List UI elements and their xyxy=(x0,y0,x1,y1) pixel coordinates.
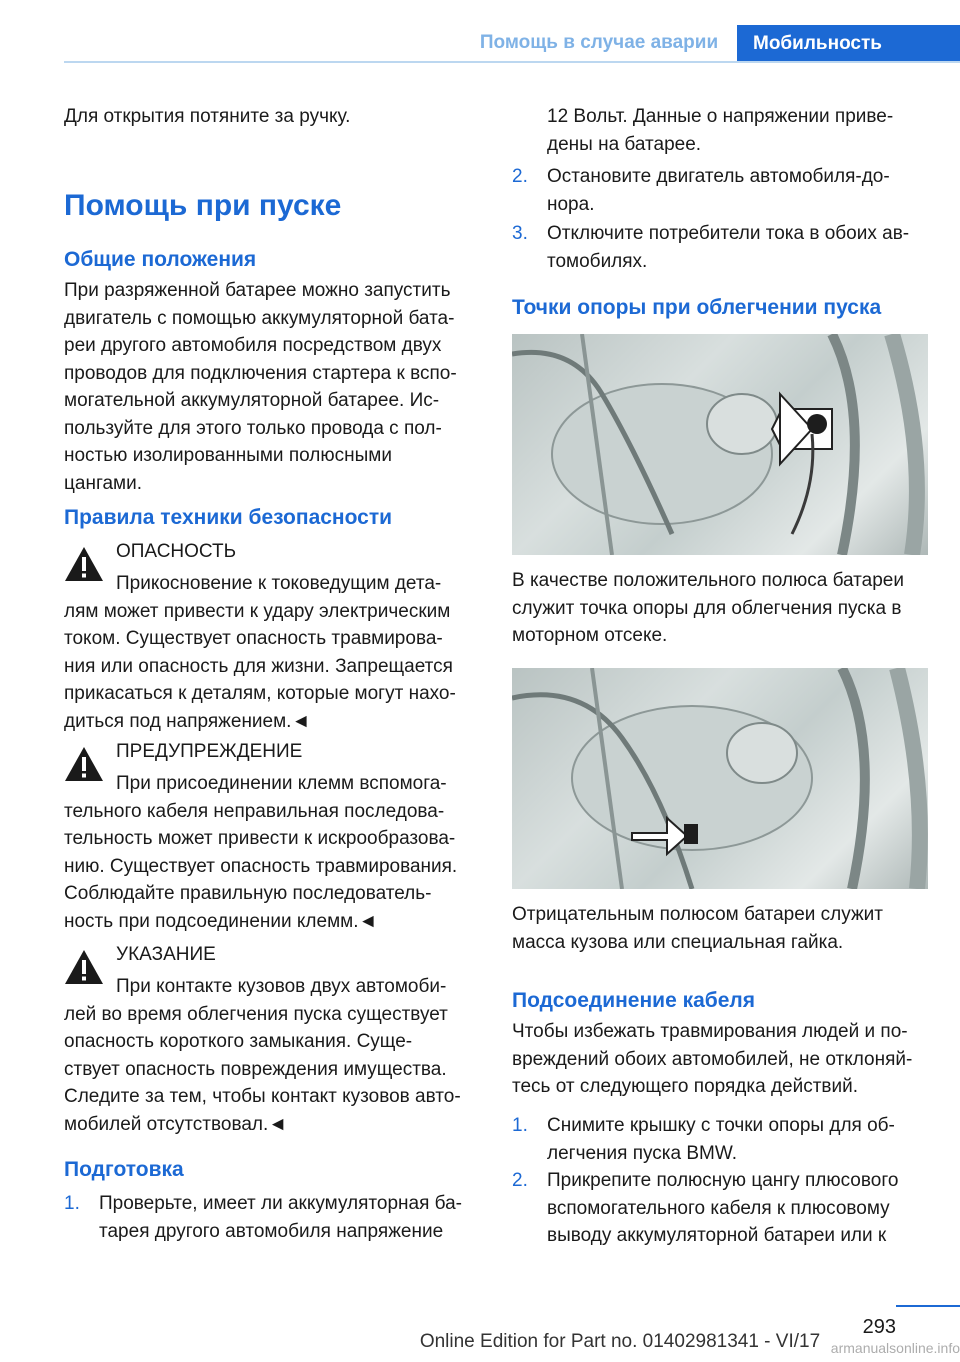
text-line: тельность может привести к искрообразова- xyxy=(64,828,456,849)
list-item xyxy=(512,220,932,276)
list-item xyxy=(512,1112,932,1170)
warning-body xyxy=(64,1001,484,1139)
text-line: масса кузова или специальная гайка. xyxy=(512,931,844,953)
list-number: 1. xyxy=(512,1115,528,1136)
watermark: armanualsonline.info xyxy=(830,1340,960,1356)
text-line: При разряженной батарее можно запустить xyxy=(64,280,451,301)
list-continuation xyxy=(547,103,947,158)
text-line: Чтобы избежать травмирования людей и по- xyxy=(512,1021,908,1042)
safety-title: Правила техники безопасности xyxy=(64,506,393,529)
text-line: тесь от следующего порядка действий. xyxy=(512,1076,859,1097)
warning-first-line: Прикосновение к токоведущим дета- xyxy=(116,573,442,594)
text-line: ствует опасность повреждения имущества. xyxy=(64,1058,447,1080)
text-line: цангами. xyxy=(64,472,142,494)
text-line: вреждений обоих автомобилей, не отклоняй- xyxy=(512,1048,913,1070)
text-line: ния или опасность для жизни. Запрещается xyxy=(64,655,453,677)
list-item xyxy=(512,163,932,219)
text-line: вспомогательного кабеля к плюсовому xyxy=(547,1197,890,1219)
text-line: Соблюдайте правильную последователь- xyxy=(64,883,432,904)
list-number: 1. xyxy=(64,1193,80,1214)
cable-text xyxy=(512,1018,942,1101)
text-line: выводу аккумуляторной батареи или к xyxy=(547,1225,887,1246)
text-line: диться под напряжением.◄ xyxy=(64,710,311,732)
text-line: ность при подсоединении клемм.◄ xyxy=(64,910,378,932)
text-line: Остановите двигатель автомобиля-до- xyxy=(547,166,890,187)
text-line: проводов для подключения стартера к вспо- xyxy=(64,362,457,384)
photo1-caption xyxy=(512,567,942,650)
engine-bay-illustration xyxy=(512,668,928,889)
general-title: Общие положения xyxy=(64,248,257,271)
warning-title: УКАЗАНИЕ xyxy=(116,944,216,965)
warning-body xyxy=(64,598,484,736)
text-line: Отрицательным полюсом батареи служит xyxy=(512,904,883,925)
text-line: Прикрепите полюсную цангу плюсового xyxy=(547,1170,899,1191)
list-text xyxy=(99,1190,479,1245)
warning-first-line: При контакте кузовов двух автомоби- xyxy=(116,976,447,997)
page-number: 293 xyxy=(862,1316,896,1338)
warning-title: ПРЕДУПРЕЖДЕНИЕ xyxy=(116,741,303,762)
list-item xyxy=(512,1167,932,1253)
text-line: Следите за тем, чтобы контакт кузовов авто- xyxy=(64,1086,461,1107)
text-line: дены на батарее. xyxy=(547,133,702,155)
text-line: ностью изолированными полюсными xyxy=(64,445,392,466)
edition-note: Online Edition for Part no. 01402981341 - VI/17 xyxy=(419,1331,821,1352)
text-line: нора. xyxy=(547,193,595,215)
text-line: могательной аккумуляторной батарее. Ис- xyxy=(64,390,440,411)
list-text xyxy=(547,1112,927,1167)
engine-bay-photo-positive xyxy=(512,334,928,555)
list-number: 2. xyxy=(512,1170,528,1191)
list-text xyxy=(547,163,927,218)
cable-title: Подсоединение кабеля xyxy=(512,989,756,1012)
warning-danger xyxy=(64,538,484,732)
list-text xyxy=(547,220,927,275)
header-rule xyxy=(64,61,960,63)
text-line: пользуйте для этого только провода с пол- xyxy=(64,417,442,439)
footer-rule xyxy=(896,1305,960,1307)
chapter-tab[interactable]: Мобильность xyxy=(737,25,960,63)
warning-notice xyxy=(64,941,484,1135)
text-line: тельного кабеля неправильная последова- xyxy=(64,800,445,822)
text-line: легчения пуска BMW. xyxy=(547,1142,738,1164)
engine-bay-photo-negative xyxy=(512,668,928,889)
text-line: служит точка опоры для облегчения пуска в xyxy=(512,597,902,619)
text-line: нию. Существует опасность травмирования. xyxy=(64,855,458,877)
section-title: Помощь при пуске xyxy=(64,189,342,222)
engine-bay-illustration xyxy=(512,334,928,555)
warning-title: ОПАСНОСТЬ xyxy=(116,541,237,562)
text-line: прикасаться к деталям, которые могут нахо- xyxy=(64,683,456,704)
text-line: двигатель с помощью аккумуляторной бата- xyxy=(64,307,455,329)
text-line: мобилей отсутствовал.◄ xyxy=(64,1113,288,1135)
text-line: 12 Вольт. Данные о напряжении приве- xyxy=(547,106,894,127)
text-line: током. Существует опасность травмирова- xyxy=(64,628,443,649)
text-line: реи другого автомобиля посредством двух xyxy=(64,335,442,356)
text-line: лей во время облегчения пуска существует xyxy=(64,1003,448,1025)
warning-triangle-icon xyxy=(64,949,104,985)
photo2-caption xyxy=(512,901,942,956)
warning-body xyxy=(64,798,484,936)
points-title: Точки опоры при облегчении пуска xyxy=(512,296,882,319)
text-line: Отключите потребители тока в обоих ав- xyxy=(547,223,910,244)
list-number: 3. xyxy=(512,223,528,244)
text-line: В качестве положительного полюса батареи xyxy=(512,570,904,591)
list-item xyxy=(64,1190,484,1250)
text-line: тарея другого автомобиля напряжение xyxy=(99,1220,444,1242)
text-line: томобилях. xyxy=(547,250,648,272)
warning-triangle-icon xyxy=(64,746,104,782)
text-line: моторном отсеке. xyxy=(512,625,668,646)
general-text xyxy=(64,277,484,497)
intro-text: Для открытия потяните за ручку. xyxy=(64,106,351,127)
section-tab[interactable]: Помощь в случае аварии xyxy=(479,32,719,53)
prep-title: Подготовка xyxy=(64,1158,184,1181)
text-line: лям может привести к удару электрическим xyxy=(64,600,451,622)
text-line: Проверьте, имеет ли аккумуляторная ба- xyxy=(99,1193,462,1214)
text-line: Снимите крышку с точки опоры для об- xyxy=(547,1115,895,1136)
list-number: 2. xyxy=(512,166,528,187)
text-line: опасность короткого замыкания. Суще- xyxy=(64,1031,413,1052)
warning-triangle-icon xyxy=(64,546,104,582)
warning-first-line: При присоединении клемм вспомога- xyxy=(116,773,447,794)
warning-caution xyxy=(64,738,484,932)
list-text xyxy=(547,1167,927,1250)
